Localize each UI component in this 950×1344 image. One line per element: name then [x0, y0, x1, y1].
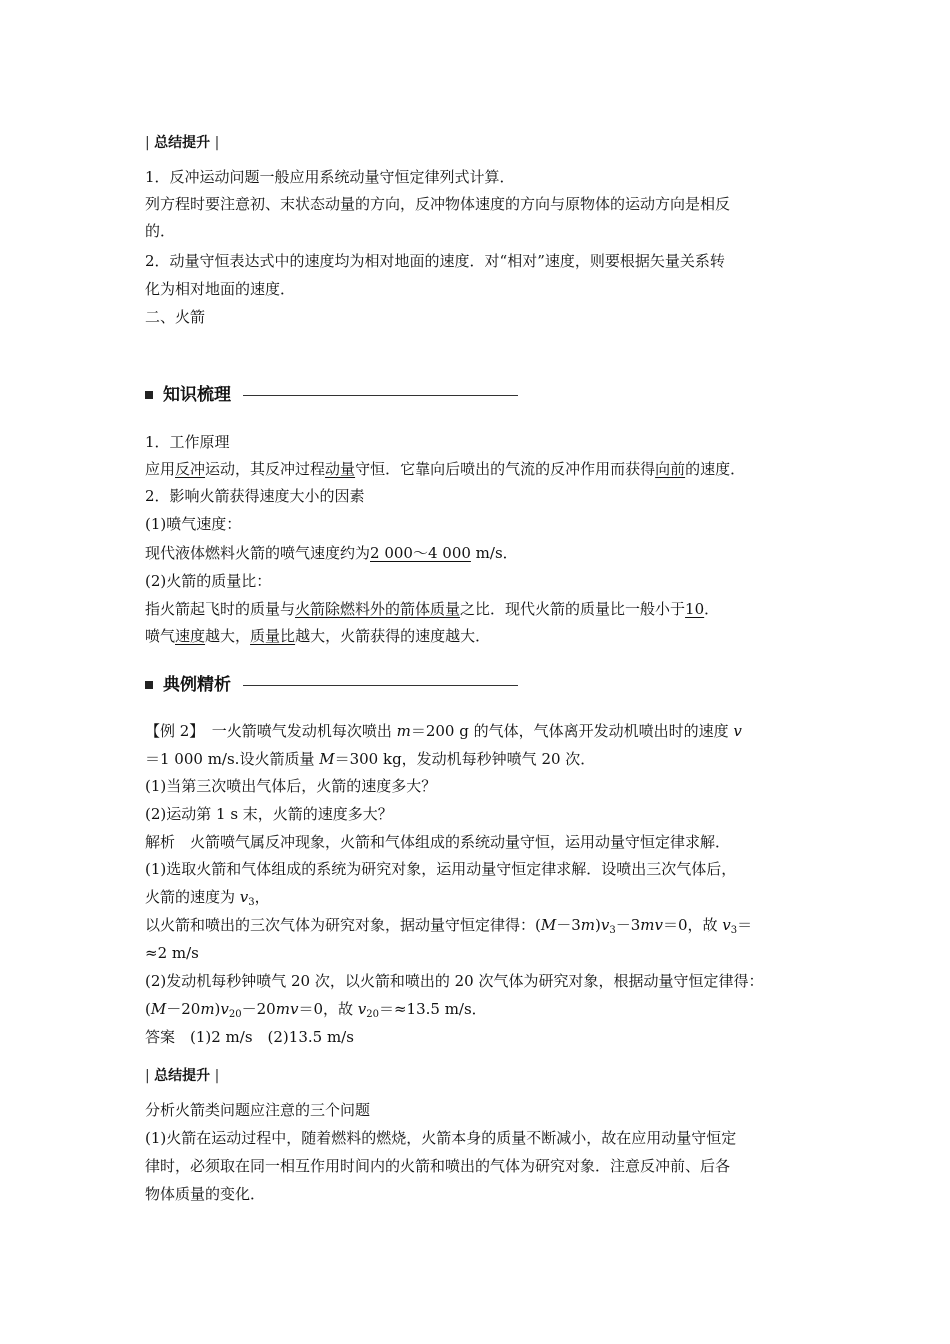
square-bullet-icon	[145, 391, 153, 399]
text-span: 火箭的速度为	[145, 888, 240, 906]
math-var: v	[722, 916, 731, 934]
fill-blank-answer: 2 000～4 000	[370, 544, 471, 562]
question: (2)运动第 1 s 末，火箭的速度多大？	[145, 805, 393, 823]
example-heading-label: 典例精析	[163, 675, 231, 695]
text-span: 的速度．	[685, 460, 746, 478]
heading-rule	[243, 395, 518, 396]
text-span: ＝0，故	[662, 916, 723, 934]
text-span: －20	[166, 1000, 201, 1018]
heading-bar-left: |	[145, 135, 155, 151]
text-span: m/s．	[470, 544, 518, 562]
math-subscript: 20	[366, 1009, 379, 1020]
knowledge-heading-label: 知识梳理	[163, 385, 231, 405]
text-span: ．	[704, 600, 720, 618]
summary-heading-label: 总结提升	[154, 135, 211, 151]
text-span: ＝≈13.5 m/s．	[378, 1000, 487, 1018]
paragraph: (1)喷气速度：	[145, 515, 242, 533]
paragraph: 分析火箭类问题应注意的三个问题	[145, 1101, 371, 1119]
heading-bar-right: |	[210, 1068, 220, 1084]
text-span: 越大，火箭获得的速度越大．	[295, 627, 491, 645]
text-span: 守恒．它靠向后喷出的气流的反冲作用而获得	[355, 460, 656, 478]
paragraph	[145, 598, 719, 620]
text-span: )	[595, 916, 601, 934]
math-var: v	[220, 1000, 229, 1018]
text-span: 喷气	[145, 627, 176, 645]
paragraph: (1)火箭在运动过程中，随着燃料的燃烧，火箭本身的质量不断减小，故在应用动量守恒定	[145, 1129, 737, 1147]
math-var: m	[275, 1000, 290, 1018]
fill-blank-answer: 速度	[175, 627, 206, 645]
heading-bar-right: |	[210, 135, 220, 151]
text-span: ，	[254, 888, 270, 906]
summary-heading	[145, 133, 219, 153]
math-var: M	[319, 750, 335, 768]
text-span: －3	[556, 916, 581, 934]
text-span: ＝200 g 的气体，气体离开发动机喷出时的速度	[410, 722, 734, 740]
text-span: 运动，其反冲过程	[205, 460, 326, 478]
answer-line: 答案 (1)2 m/s (2)13.5 m/s	[145, 1028, 354, 1046]
paragraph	[145, 458, 745, 480]
fill-blank-answer: 向前	[655, 460, 686, 478]
text-span: (	[145, 1000, 151, 1018]
math-subscript: 3	[609, 925, 616, 936]
text-span: ＝0，故	[298, 1000, 358, 1018]
text-span: 之比．现代火箭的质量比一般小于	[460, 600, 686, 618]
paragraph: 1．反冲运动问题一般应用系统动量守恒定律列式计算．	[145, 168, 515, 186]
paragraph	[145, 542, 518, 564]
math-var: v	[357, 1000, 367, 1018]
heading-rule	[243, 685, 518, 686]
heading-bar-left: |	[145, 1068, 155, 1084]
fill-blank-answer: 火箭除燃料外的箭体质量	[295, 600, 461, 618]
math-var: M	[540, 916, 557, 934]
summary-heading	[145, 1066, 219, 1086]
math-var: m	[580, 916, 595, 934]
math-var: v	[654, 916, 663, 934]
paragraph: 1．工作原理	[145, 433, 230, 451]
text-span: －3	[615, 916, 641, 934]
paragraph: 列方程时要注意初、末状态动量的方向，反冲物体速度的方向与原物体的运动方向是相反	[145, 195, 731, 213]
solution-line: (1)选取火箭和气体组成的系统为研究对象，运用动量守恒定律求解．设喷出三次气体后，	[145, 860, 737, 878]
math-var: v	[733, 722, 742, 740]
math-var: m	[200, 1000, 215, 1018]
square-bullet-icon	[145, 681, 153, 689]
math-var: v	[289, 1000, 299, 1018]
text-span: 以火箭和喷出的三次气体为研究对象，据动量守恒定律得：(	[145, 916, 541, 934]
text-span: －20	[241, 1000, 276, 1018]
solution-line: 解析 火箭喷气属反冲现象，火箭和气体组成的系统动量守恒，运用动量守恒定律求解．	[145, 833, 731, 851]
knowledge-heading	[145, 383, 518, 407]
text-span: )	[214, 1000, 221, 1018]
text-span: ＝300 kg，发动机每秒钟喷气 20 次．	[334, 750, 596, 768]
fill-blank-answer: 10	[685, 600, 705, 618]
example-problem-line	[145, 720, 742, 742]
fill-blank-answer: 动量	[325, 460, 356, 478]
summary-heading-label: 总结提升	[154, 1068, 211, 1084]
paragraph: 的．	[145, 222, 176, 240]
example-heading	[145, 673, 518, 697]
solution-line	[145, 998, 487, 1026]
text-span: ＝1 000 m/s.设火箭质量	[145, 750, 320, 768]
math-var: v	[239, 888, 249, 906]
math-var: m	[640, 916, 655, 934]
solution-line: (2)发动机每秒钟喷气 20 次，以火箭和喷出的 20 次气体为研究对象，根据动量守恒定律得：	[145, 972, 764, 990]
text-span: ＝	[737, 916, 753, 934]
paragraph: 化为相对地面的速度．	[145, 280, 296, 298]
text-span: 现代液体燃料火箭的喷气速度约为	[145, 544, 371, 562]
text-span: 越大，	[205, 627, 251, 645]
solution-line: ≈2 m/s	[145, 944, 199, 962]
fill-blank-answer: 反冲	[175, 460, 206, 478]
math-var: m	[396, 722, 411, 740]
math-subscript: 3	[248, 897, 255, 908]
paragraph	[145, 625, 490, 647]
question: (1)当第三次喷出气体后，火箭的速度多大？	[145, 777, 437, 795]
paragraph: 2．影响火箭获得速度大小的因素	[145, 487, 365, 505]
math-subscript: 20	[228, 1009, 242, 1020]
text-span: 指火箭起飞时的质量与	[145, 600, 296, 618]
fill-blank-answer: 质量比	[250, 627, 296, 645]
text-span: 【例 2】 一火箭喷气发动机每次喷出	[145, 722, 397, 740]
text-span: 应用	[145, 460, 176, 478]
math-subscript: 3	[730, 925, 738, 936]
paragraph: 2．动量守恒表达式中的速度均为相对地面的速度．对“相对”速度，则要根据矢量关系转	[145, 252, 725, 270]
paragraph: (2)火箭的质量比：	[145, 572, 272, 590]
solution-line	[145, 914, 752, 942]
example-problem-line	[145, 748, 595, 770]
section-title: 二、火箭	[145, 308, 206, 326]
paragraph: 律时，必须取在同一相互作用时间内的火箭和喷出的气体为研究对象．注意反冲前、后各	[145, 1157, 731, 1175]
solution-line	[145, 886, 270, 914]
paragraph: 物体质量的变化．	[145, 1185, 266, 1203]
math-var: M	[150, 1000, 167, 1018]
math-var: v	[600, 916, 610, 934]
